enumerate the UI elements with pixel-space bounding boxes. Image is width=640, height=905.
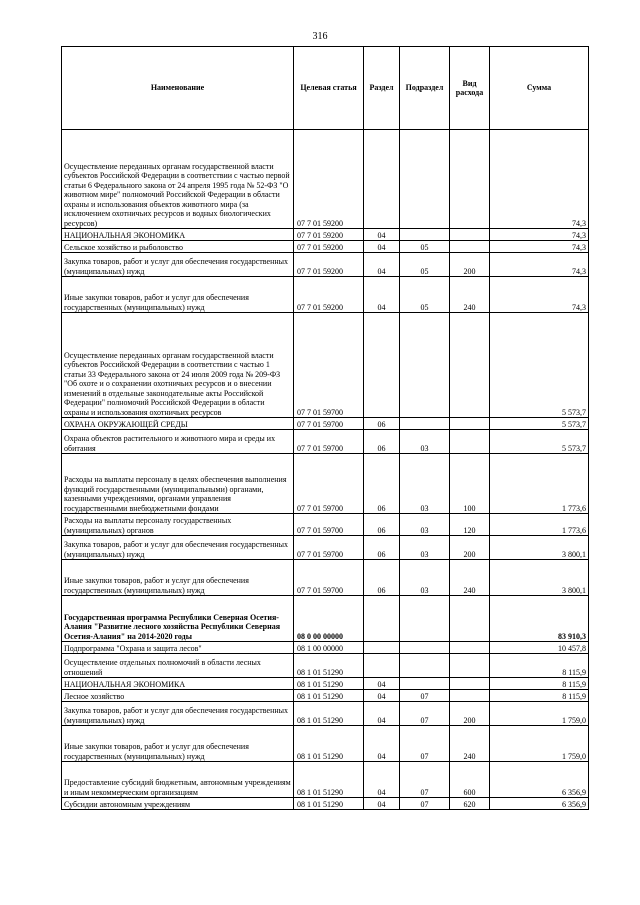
cell-name: Осуществление переданных органам государственной власти субъектов Российской Федерации в соответствии с частью первой статьи 6 Федерального закона от 24 апреля 1995 года № 52-ФЗ "О животном мире" полномочий Российской Федерации в области охраны и использования объектов животного мира (за исключением охотничьих ресурсов и водных биологических ресурсов) — [62, 130, 294, 229]
table-row — [62, 536, 589, 560]
cell-type — [450, 642, 490, 654]
cell-section: 06 — [364, 454, 400, 514]
cell-subsection — [400, 596, 450, 642]
table-row — [62, 229, 589, 241]
cell-name: Охрана объектов растительного и животного мира и среды их обитания — [62, 430, 294, 454]
cell-section: 04 — [364, 241, 400, 253]
cell-section — [364, 642, 400, 654]
cell-section — [364, 654, 400, 678]
cell-sum: 1 759,0 — [490, 726, 589, 762]
cell-name: Расходы на выплаты персоналу государственных (муниципальных) органов — [62, 514, 294, 536]
cell-sum: 10 457,8 — [490, 642, 589, 654]
cell-subsection: 07 — [400, 690, 450, 702]
cell-sum: 1 773,6 — [490, 514, 589, 536]
cell-name: Закупка товаров, работ и услуг для обеспечения государственных (муниципальных) нужд — [62, 702, 294, 726]
cell-name: Закупка товаров, работ и услуг для обеспечения государственных (муниципальных) нужд — [62, 536, 294, 560]
cell-subsection: 03 — [400, 560, 450, 596]
cell-type: 240 — [450, 560, 490, 596]
cell-name: Субсидии автономным учреждениям — [62, 798, 294, 810]
cell-type — [450, 690, 490, 702]
cell-target: 08 1 01 51290 — [294, 702, 364, 726]
cell-type: 200 — [450, 702, 490, 726]
cell-subsection — [400, 642, 450, 654]
cell-target: 07 7 01 59700 — [294, 536, 364, 560]
cell-name: Закупка товаров, работ и услуг для обеспечения государственных (муниципальных) нужд — [62, 253, 294, 277]
cell-section: 06 — [364, 514, 400, 536]
cell-type: 600 — [450, 762, 490, 798]
cell-target: 08 1 01 51290 — [294, 798, 364, 810]
cell-subsection — [400, 678, 450, 690]
cell-sum: 5 573,7 — [490, 430, 589, 454]
cell-name: Иные закупки товаров, работ и услуг для обеспечения государственных (муниципальных) нужд — [62, 277, 294, 313]
cell-target: 08 0 00 00000 — [294, 596, 364, 642]
table-row — [62, 596, 589, 642]
cell-section: 06 — [364, 560, 400, 596]
cell-section: 04 — [364, 726, 400, 762]
cell-type: 200 — [450, 253, 490, 277]
cell-sum: 74,3 — [490, 241, 589, 253]
cell-type — [450, 130, 490, 229]
cell-name: Подпрограмма "Охрана и защита лесов" — [62, 642, 294, 654]
cell-name: Расходы на выплаты персоналу в целях обеспечения выполнения функций государственными (муниципальными) органами, казенными учреждениями, органами управления государственными внебюджетными фондами — [62, 454, 294, 514]
cell-subsection — [400, 130, 450, 229]
cell-section: 04 — [364, 277, 400, 313]
cell-target: 08 1 00 00000 — [294, 642, 364, 654]
table-header-row — [62, 47, 589, 130]
cell-name: Лесное хозяйство — [62, 690, 294, 702]
cell-type: 100 — [450, 454, 490, 514]
cell-name: Иные закупки товаров, работ и услуг для обеспечения государственных (муниципальных) нужд — [62, 726, 294, 762]
table-row — [62, 642, 589, 654]
cell-subsection — [400, 313, 450, 418]
cell-subsection: 05 — [400, 253, 450, 277]
table-row — [62, 702, 589, 726]
cell-target: 07 7 01 59200 — [294, 130, 364, 229]
cell-type — [450, 229, 490, 241]
cell-type — [450, 596, 490, 642]
page-number: 316 — [312, 31, 328, 42]
cell-type — [450, 418, 490, 430]
cell-subsection — [400, 418, 450, 430]
cell-sum: 6 356,9 — [490, 798, 589, 810]
cell-section — [364, 130, 400, 229]
header-section: Раздел — [364, 47, 400, 130]
cell-type: 240 — [450, 277, 490, 313]
cell-target: 07 7 01 59700 — [294, 430, 364, 454]
cell-target: 07 7 01 59200 — [294, 277, 364, 313]
cell-name: Сельское хозяйство и рыболовство — [62, 241, 294, 253]
header-target: Целевая статья — [294, 47, 364, 130]
header-subsection: Подраздел — [400, 47, 450, 130]
table-row — [62, 430, 589, 454]
table-row — [62, 253, 589, 277]
cell-sum: 6 356,9 — [490, 762, 589, 798]
cell-subsection: 05 — [400, 277, 450, 313]
cell-subsection: 07 — [400, 798, 450, 810]
cell-sum: 5 573,7 — [490, 418, 589, 430]
cell-type — [450, 313, 490, 418]
cell-sum: 8 115,9 — [490, 654, 589, 678]
cell-section: 04 — [364, 678, 400, 690]
cell-sum: 74,3 — [490, 277, 589, 313]
cell-target: 08 1 01 51290 — [294, 690, 364, 702]
table-row — [62, 726, 589, 762]
cell-section: 04 — [364, 690, 400, 702]
cell-section: 04 — [364, 229, 400, 241]
cell-subsection: 05 — [400, 241, 450, 253]
table-body — [62, 130, 589, 810]
cell-sum: 74,3 — [490, 229, 589, 241]
header-sum: Сумма — [490, 47, 589, 130]
cell-subsection: 07 — [400, 762, 450, 798]
cell-subsection — [400, 229, 450, 241]
cell-sum: 1 773,6 — [490, 454, 589, 514]
cell-sum: 1 759,0 — [490, 702, 589, 726]
cell-target: 07 7 01 59700 — [294, 313, 364, 418]
cell-section: 04 — [364, 762, 400, 798]
cell-type — [450, 678, 490, 690]
table-row — [62, 560, 589, 596]
table-row — [62, 130, 589, 229]
cell-target: 08 1 01 51290 — [294, 726, 364, 762]
cell-sum: 5 573,7 — [490, 313, 589, 418]
cell-target: 08 1 01 51290 — [294, 762, 364, 798]
cell-type — [450, 241, 490, 253]
cell-sum: 74,3 — [490, 130, 589, 229]
cell-subsection: 03 — [400, 536, 450, 560]
header-type: Вид расхода — [450, 47, 490, 130]
cell-name: Осуществление отдельных полномочий в области лесных отношений — [62, 654, 294, 678]
cell-subsection: 07 — [400, 702, 450, 726]
cell-name: НАЦИОНАЛЬНАЯ ЭКОНОМИКА — [62, 678, 294, 690]
cell-name: НАЦИОНАЛЬНАЯ ЭКОНОМИКА — [62, 229, 294, 241]
cell-section: 04 — [364, 702, 400, 726]
table-row — [62, 454, 589, 514]
cell-sum: 3 800,1 — [490, 560, 589, 596]
cell-target: 07 7 01 59200 — [294, 241, 364, 253]
cell-sum: 83 910,3 — [490, 596, 589, 642]
cell-target: 07 7 01 59700 — [294, 514, 364, 536]
cell-name: Предоставление субсидий бюджетным, автономным учреждениям и иным некоммерческим организациям — [62, 762, 294, 798]
cell-sum: 8 115,9 — [490, 678, 589, 690]
cell-name: Осуществление переданных органам государственной власти субъектов Российской Федерации в соответствии с частью 1 статьи 33 Федерального закона от 24 июля 2009 года № 209-ФЗ "Об охоте и о сохранении охотничьих ресурсов и о внесении изменений в отдельные законодательные акты Российской Федерации" полномочий Российской Федерации в области охраны и использования охотничьих ресурсов — [62, 313, 294, 418]
cell-type — [450, 654, 490, 678]
cell-target: 07 7 01 59200 — [294, 229, 364, 241]
budget-table — [61, 46, 589, 810]
table-row — [62, 313, 589, 418]
table-row — [62, 277, 589, 313]
cell-subsection: 07 — [400, 726, 450, 762]
cell-type: 120 — [450, 514, 490, 536]
cell-name: Государственная программа Республики Северная Осетия-Алания "Развитие лесного хозяйства Республики Северная Осетия-Алания" на 2014-2020 годы — [62, 596, 294, 642]
table-row — [62, 798, 589, 810]
cell-type: 200 — [450, 536, 490, 560]
cell-sum: 3 800,1 — [490, 536, 589, 560]
cell-target: 07 7 01 59700 — [294, 418, 364, 430]
cell-section: 06 — [364, 418, 400, 430]
table-row — [62, 654, 589, 678]
table-row — [62, 678, 589, 690]
cell-sum: 8 115,9 — [490, 690, 589, 702]
cell-type — [450, 430, 490, 454]
cell-name: Иные закупки товаров, работ и услуг для обеспечения государственных (муниципальных) нужд — [62, 560, 294, 596]
cell-section: 04 — [364, 798, 400, 810]
cell-target: 07 7 01 59700 — [294, 454, 364, 514]
cell-section: 06 — [364, 430, 400, 454]
cell-type: 240 — [450, 726, 490, 762]
table-row — [62, 762, 589, 798]
table-row — [62, 690, 589, 702]
cell-sum: 74,3 — [490, 253, 589, 277]
table-row — [62, 241, 589, 253]
header-name: Наименование — [62, 47, 294, 130]
cell-target: 07 7 01 59200 — [294, 253, 364, 277]
cell-target: 07 7 01 59700 — [294, 560, 364, 596]
cell-section — [364, 596, 400, 642]
cell-subsection: 03 — [400, 430, 450, 454]
cell-name: ОХРАНА ОКРУЖАЮЩЕЙ СРЕДЫ — [62, 418, 294, 430]
cell-target: 08 1 01 51290 — [294, 654, 364, 678]
cell-section: 06 — [364, 536, 400, 560]
cell-section — [364, 313, 400, 418]
cell-subsection: 03 — [400, 454, 450, 514]
table-row — [62, 418, 589, 430]
cell-type: 620 — [450, 798, 490, 810]
cell-subsection — [400, 654, 450, 678]
cell-subsection: 03 — [400, 514, 450, 536]
cell-section: 04 — [364, 253, 400, 277]
cell-target: 08 1 01 51290 — [294, 678, 364, 690]
table-row — [62, 514, 589, 536]
